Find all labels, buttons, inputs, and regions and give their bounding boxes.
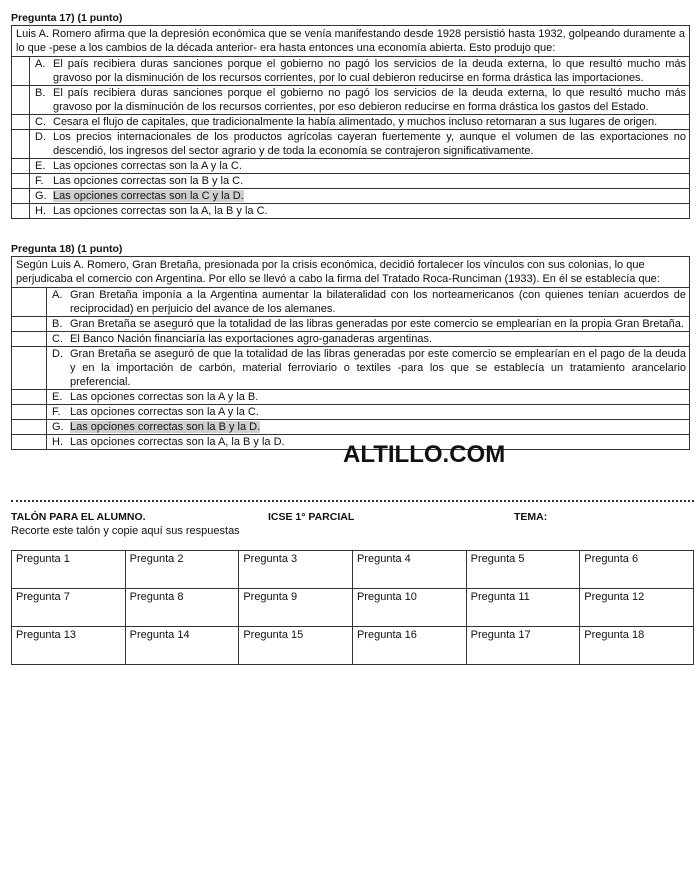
option-text-value: Gran Bretaña se aseguró de que la totalidad de las libras generadas por este comercio se emplearían en el pago de la deuda y en la importación de carbón, material ferroviario o textiles -para los que se establecía un tratamiento arancelario preferencial. <box>70 348 686 388</box>
option-text-value: El país recibiera duras sanciones porque el gobierno no pagó los servicios de la deuda externa, lo que resultó mucho más gravoso por la disminución de los recursos corrientes, por eso debieron reducirse en forma drástica los gastos del Estado. <box>53 87 686 113</box>
option-cell <box>47 332 690 347</box>
option-text-value: Las opciones correctas son la A y la C. <box>53 160 242 172</box>
option-text <box>70 435 285 449</box>
question-18-intro: Según Luis A. Romero, Gran Bretaña, presionada por la crisis económica, decidió fortalecer los vínculos con sus colonias, lo que perjudicaba el comercio con Argentina. Por ello se llevó a cabo la firma del Tratado Roca-Runciman (1933). En él se establecía que: <box>12 257 690 288</box>
talon-course: ICSE 1° PARCIAL <box>268 511 355 523</box>
option-cell <box>30 189 690 204</box>
option-text <box>70 288 686 316</box>
answer-box[interactable] <box>12 332 47 347</box>
option-row <box>12 204 690 219</box>
option-row <box>12 115 690 130</box>
option-letter: G. <box>52 421 64 433</box>
option-letter: B. <box>52 318 63 330</box>
option-row <box>12 189 690 204</box>
option-text-value: Las opciones correctas son la C y la D. <box>53 190 244 202</box>
answer-cell[interactable]: Pregunta 16 <box>352 627 466 665</box>
option-row <box>12 57 690 86</box>
option-letter: H. <box>52 436 63 448</box>
option-cell <box>30 174 690 189</box>
answer-box[interactable] <box>12 130 30 159</box>
option-text-value: Las opciones correctas son la A, la B y la D. <box>70 436 285 448</box>
watermark: ALTILLO.COM <box>343 441 506 468</box>
option-cell <box>30 159 690 174</box>
answer-cell[interactable]: Pregunta 6 <box>580 551 694 589</box>
option-text <box>53 57 686 85</box>
answer-box[interactable] <box>12 435 47 450</box>
option-row <box>12 130 690 159</box>
option-letter: D. <box>35 131 46 143</box>
option-text <box>53 189 244 203</box>
answer-cell[interactable]: Pregunta 4 <box>352 551 466 589</box>
option-text <box>53 115 657 129</box>
answer-box[interactable] <box>12 420 47 435</box>
option-row <box>12 332 690 347</box>
option-letter: H. <box>35 205 46 217</box>
answer-cell[interactable]: Pregunta 7 <box>12 589 126 627</box>
answer-box[interactable] <box>12 204 30 219</box>
answer-cell[interactable]: Pregunta 12 <box>580 589 694 627</box>
answer-cell[interactable]: Pregunta 17 <box>466 627 580 665</box>
option-text <box>70 405 259 419</box>
option-cell <box>47 390 690 405</box>
option-cell <box>30 115 690 130</box>
option-letter: D. <box>52 348 63 360</box>
option-text <box>70 420 260 434</box>
option-text-value: Los precios internacionales de los productos agrícolas cayeran fuertemente y, aunque el volumen de las exportaciones no descendió, los ingresos del sector agrario y de toda la economía se contrajeron significativamente. <box>53 131 686 157</box>
answer-cell[interactable]: Pregunta 5 <box>466 551 580 589</box>
option-cell <box>47 420 690 435</box>
option-text-value: Gran Bretaña imponía a la Argentina aumentar la bilateralidad con los norteamericanos (con quienes tenían acuerdos de reciprocidad) en perjuicio del avance de los alemanes. <box>70 289 686 315</box>
option-text-value: Cesara el flujo de capitales, que tradicionalmente la había alimentado, y muchos incluso retornaran a sus lugares de origen. <box>53 116 658 128</box>
option-letter: E. <box>35 160 46 172</box>
option-letter: A. <box>52 289 63 301</box>
option-letter: C. <box>52 333 63 345</box>
option-row <box>12 390 690 405</box>
answer-cell[interactable]: Pregunta 11 <box>466 589 580 627</box>
answer-cell[interactable]: Pregunta 15 <box>239 627 353 665</box>
option-cell <box>30 204 690 219</box>
answer-cell[interactable]: Pregunta 13 <box>12 627 126 665</box>
option-text-value: El Banco Nación financiaría las exportaciones agro-ganaderas argentinas. <box>70 333 432 345</box>
option-text <box>70 332 432 346</box>
option-row <box>12 405 690 420</box>
option-text-value: El país recibiera duras sanciones porque el gobierno no pagó los servicios de la deuda externa, lo que resultó mucho más gravoso por la disminución de los recursos corrientes, por lo cual debieron reducirse en forma drástica las importaciones. <box>53 58 686 84</box>
option-cell <box>47 405 690 420</box>
answer-cell[interactable]: Pregunta 9 <box>239 589 353 627</box>
option-text <box>53 204 268 218</box>
question-18-table <box>11 256 690 450</box>
option-letter: C. <box>35 116 46 128</box>
answer-box[interactable] <box>12 317 47 332</box>
option-letter: F. <box>52 406 61 418</box>
option-row <box>12 174 690 189</box>
answer-box[interactable] <box>12 288 47 317</box>
answer-cell[interactable]: Pregunta 2 <box>125 551 239 589</box>
answer-cell[interactable]: Pregunta 8 <box>125 589 239 627</box>
option-text-value: Las opciones correctas son la A y la B. <box>70 391 259 403</box>
question-17-table <box>11 25 690 219</box>
answer-cell[interactable]: Pregunta 10 <box>352 589 466 627</box>
option-row <box>12 288 690 317</box>
option-cell <box>30 57 690 86</box>
answer-cell[interactable]: Pregunta 1 <box>12 551 126 589</box>
answer-cell[interactable]: Pregunta 14 <box>125 627 239 665</box>
question-17-title: Pregunta 17) (1 punto) <box>11 12 123 24</box>
option-cell <box>30 86 690 115</box>
talon-title: TALÓN PARA EL ALUMNO. <box>11 511 146 523</box>
option-row <box>12 86 690 115</box>
answer-box[interactable] <box>12 347 47 390</box>
option-text <box>70 347 686 389</box>
option-text-value: Las opciones correctas son la A, la B y la C. <box>53 205 268 217</box>
answer-box[interactable] <box>12 86 30 115</box>
option-letter: A. <box>35 58 46 70</box>
option-text-value: Las opciones correctas son la B y la C. <box>53 175 244 187</box>
answer-cell[interactable]: Pregunta 18 <box>580 627 694 665</box>
option-letter: G. <box>35 190 47 202</box>
talon-instruction: Recorte este talón y copie aquí sus respuestas <box>11 525 240 537</box>
question-18-title: Pregunta 18) (1 punto) <box>11 243 123 255</box>
option-text <box>53 159 242 173</box>
option-text <box>53 86 686 114</box>
option-letter: B. <box>35 87 46 99</box>
answer-box[interactable] <box>12 390 47 405</box>
option-letter: E. <box>52 391 63 403</box>
option-cell <box>47 347 690 390</box>
answer-cell[interactable]: Pregunta 3 <box>239 551 353 589</box>
option-text <box>70 390 258 404</box>
answer-box[interactable] <box>12 159 30 174</box>
grid-row <box>12 589 694 627</box>
answer-box[interactable] <box>12 189 30 204</box>
answer-box[interactable] <box>12 57 30 86</box>
cut-line <box>11 500 694 502</box>
grid-row <box>12 551 694 589</box>
answer-box[interactable] <box>12 405 47 420</box>
option-row <box>12 420 690 435</box>
option-row <box>12 159 690 174</box>
talon-tema: TEMA: <box>514 511 548 523</box>
answer-box[interactable] <box>12 174 30 189</box>
option-row <box>12 317 690 332</box>
answer-box[interactable] <box>12 115 30 130</box>
option-row <box>12 347 690 390</box>
option-text-value: Las opciones correctas son la A y la C. <box>70 406 259 418</box>
question-17-intro: Luis A. Romero afirma que la depresión económica que se venía manifestando desde 1928 persistió hasta 1932, golpeando duramente a lo que -pese a los cambios de la década anterior- era hasta entonces una economía abierta. Esto produjo que: <box>12 26 690 57</box>
option-text <box>70 317 684 331</box>
answer-grid <box>11 550 694 665</box>
option-cell <box>47 317 690 332</box>
option-cell <box>47 288 690 317</box>
option-text-value: Las opciones correctas son la B y la D. <box>70 421 261 433</box>
grid-row <box>12 627 694 665</box>
option-text <box>53 130 686 158</box>
option-text-value: Gran Bretaña se aseguró que la totalidad de las libras generadas por este comercio se emplearían en la propia Gran Bretaña. <box>70 318 684 330</box>
option-cell <box>30 130 690 159</box>
option-letter: F. <box>35 175 44 187</box>
option-text <box>53 174 243 188</box>
